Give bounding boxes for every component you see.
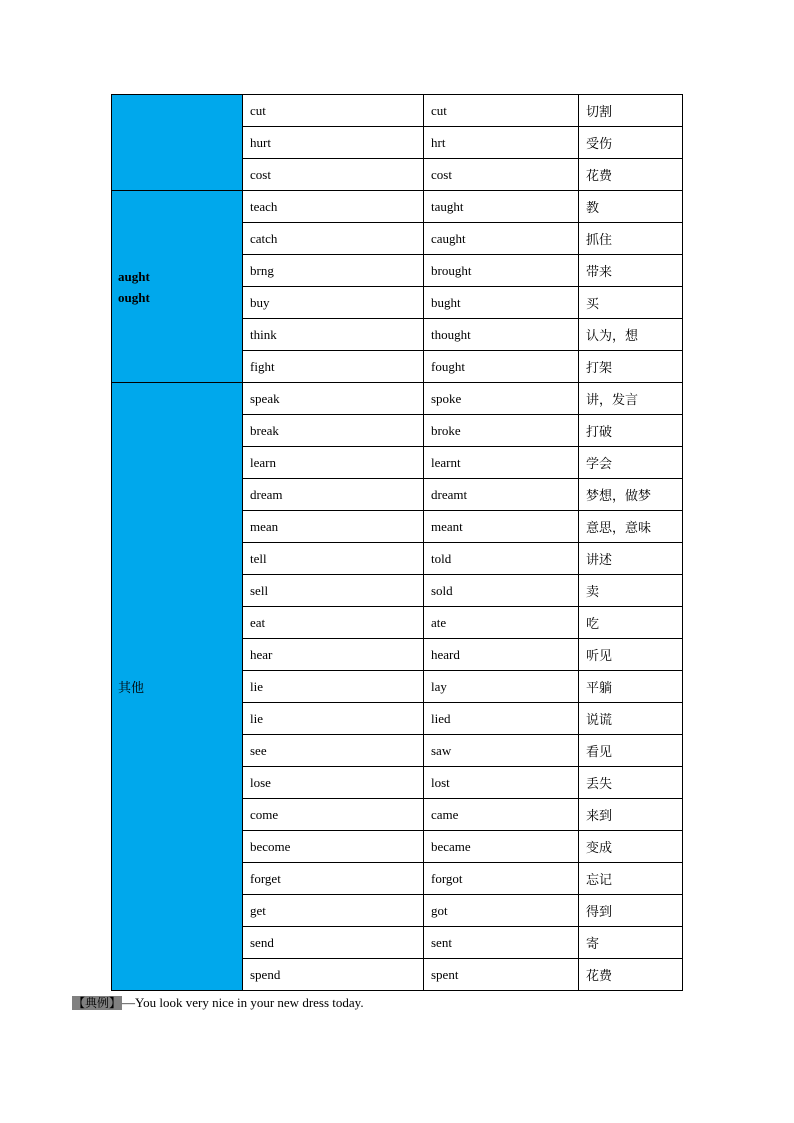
past-form-cell: heard (424, 639, 579, 671)
base-form-cell: learn (243, 447, 424, 479)
past-form-cell: thought (424, 319, 579, 351)
base-form-cell: become (243, 831, 424, 863)
base-form-cell: lie (243, 703, 424, 735)
past-form-cell: spent (424, 959, 579, 991)
base-form-cell: hear (243, 639, 424, 671)
base-form-cell: spend (243, 959, 424, 991)
past-form-cell: hrt (424, 127, 579, 159)
base-form-cell: lie (243, 671, 424, 703)
base-form-cell: speak (243, 383, 424, 415)
base-form-cell: teach (243, 191, 424, 223)
group-label: 其他 (118, 680, 145, 695)
base-form-cell: tell (243, 543, 424, 575)
past-form-cell: cost (424, 159, 579, 191)
past-form-cell: lay (424, 671, 579, 703)
past-form-cell: meant (424, 511, 579, 543)
group-label-cell (112, 191, 243, 383)
meaning-cell: 寄 (579, 927, 683, 959)
example-text: —You look very nice in your new dress today. (122, 995, 364, 1010)
meaning-cell: 花费 (579, 959, 683, 991)
meaning-cell: 认为，想 (579, 319, 683, 351)
meaning-cell: 打破 (579, 415, 683, 447)
meaning-cell: 买 (579, 287, 683, 319)
base-form-cell: mean (243, 511, 424, 543)
meaning-cell: 教 (579, 191, 683, 223)
past-form-cell: cut (424, 95, 579, 127)
past-form-cell: ate (424, 607, 579, 639)
meaning-cell: 意思，意味 (579, 511, 683, 543)
group-label-cell (112, 383, 243, 991)
meaning-cell: 打架 (579, 351, 683, 383)
meaning-cell: 忘记 (579, 863, 683, 895)
past-form-cell: got (424, 895, 579, 927)
meaning-cell: 抓住 (579, 223, 683, 255)
past-form-cell: dreamt (424, 479, 579, 511)
table-row (112, 191, 683, 223)
meaning-cell: 花费 (579, 159, 683, 191)
past-form-cell: told (424, 543, 579, 575)
past-form-cell: lost (424, 767, 579, 799)
past-form-cell: broke (424, 415, 579, 447)
table-row (112, 383, 683, 415)
base-form-cell: break (243, 415, 424, 447)
example-line (72, 994, 364, 1011)
past-form-cell: learnt (424, 447, 579, 479)
irregular-verb-table (111, 94, 683, 991)
meaning-cell: 受伤 (579, 127, 683, 159)
past-form-cell: lied (424, 703, 579, 735)
base-form-cell: cut (243, 95, 424, 127)
meaning-cell: 吃 (579, 607, 683, 639)
base-form-cell: eat (243, 607, 424, 639)
example-tag: 【典例】 (73, 996, 122, 1010)
base-form-cell: think (243, 319, 424, 351)
past-form-cell: bught (424, 287, 579, 319)
past-form-cell: saw (424, 735, 579, 767)
base-form-cell: sell (243, 575, 424, 607)
meaning-cell: 变成 (579, 831, 683, 863)
base-form-cell: get (243, 895, 424, 927)
meaning-cell: 听见 (579, 639, 683, 671)
past-form-cell: sold (424, 575, 579, 607)
meaning-cell: 卖 (579, 575, 683, 607)
base-form-cell: fight (243, 351, 424, 383)
meaning-cell: 平躺 (579, 671, 683, 703)
meaning-cell: 学会 (579, 447, 683, 479)
base-form-cell: hurt (243, 127, 424, 159)
past-form-cell: came (424, 799, 579, 831)
group-label: aught (118, 268, 150, 284)
table-row (112, 95, 683, 127)
past-form-cell: brought (424, 255, 579, 287)
base-form-cell: forget (243, 863, 424, 895)
meaning-cell: 切割 (579, 95, 683, 127)
base-form-cell: cost (243, 159, 424, 191)
meaning-cell: 丢失 (579, 767, 683, 799)
meaning-cell: 得到 (579, 895, 683, 927)
meaning-cell: 带来 (579, 255, 683, 287)
base-form-cell: dream (243, 479, 424, 511)
past-form-cell: spoke (424, 383, 579, 415)
meaning-cell: 讲述 (579, 543, 683, 575)
base-form-cell: send (243, 927, 424, 959)
base-form-cell: see (243, 735, 424, 767)
meaning-cell: 说谎 (579, 703, 683, 735)
base-form-cell: brng (243, 255, 424, 287)
base-form-cell: lose (243, 767, 424, 799)
verb-table-body (112, 95, 683, 991)
past-form-cell: taught (424, 191, 579, 223)
meaning-cell: 梦想，做梦 (579, 479, 683, 511)
meaning-cell: 看见 (579, 735, 683, 767)
group-label: ought (118, 289, 150, 305)
past-form-cell: caught (424, 223, 579, 255)
meaning-cell: 讲，发言 (579, 383, 683, 415)
base-form-cell: catch (243, 223, 424, 255)
past-form-cell: sent (424, 927, 579, 959)
past-form-cell: fought (424, 351, 579, 383)
base-form-cell: buy (243, 287, 424, 319)
base-form-cell: come (243, 799, 424, 831)
past-form-cell: became (424, 831, 579, 863)
past-form-cell: forgot (424, 863, 579, 895)
meaning-cell: 来到 (579, 799, 683, 831)
group-label-cell (112, 95, 243, 191)
